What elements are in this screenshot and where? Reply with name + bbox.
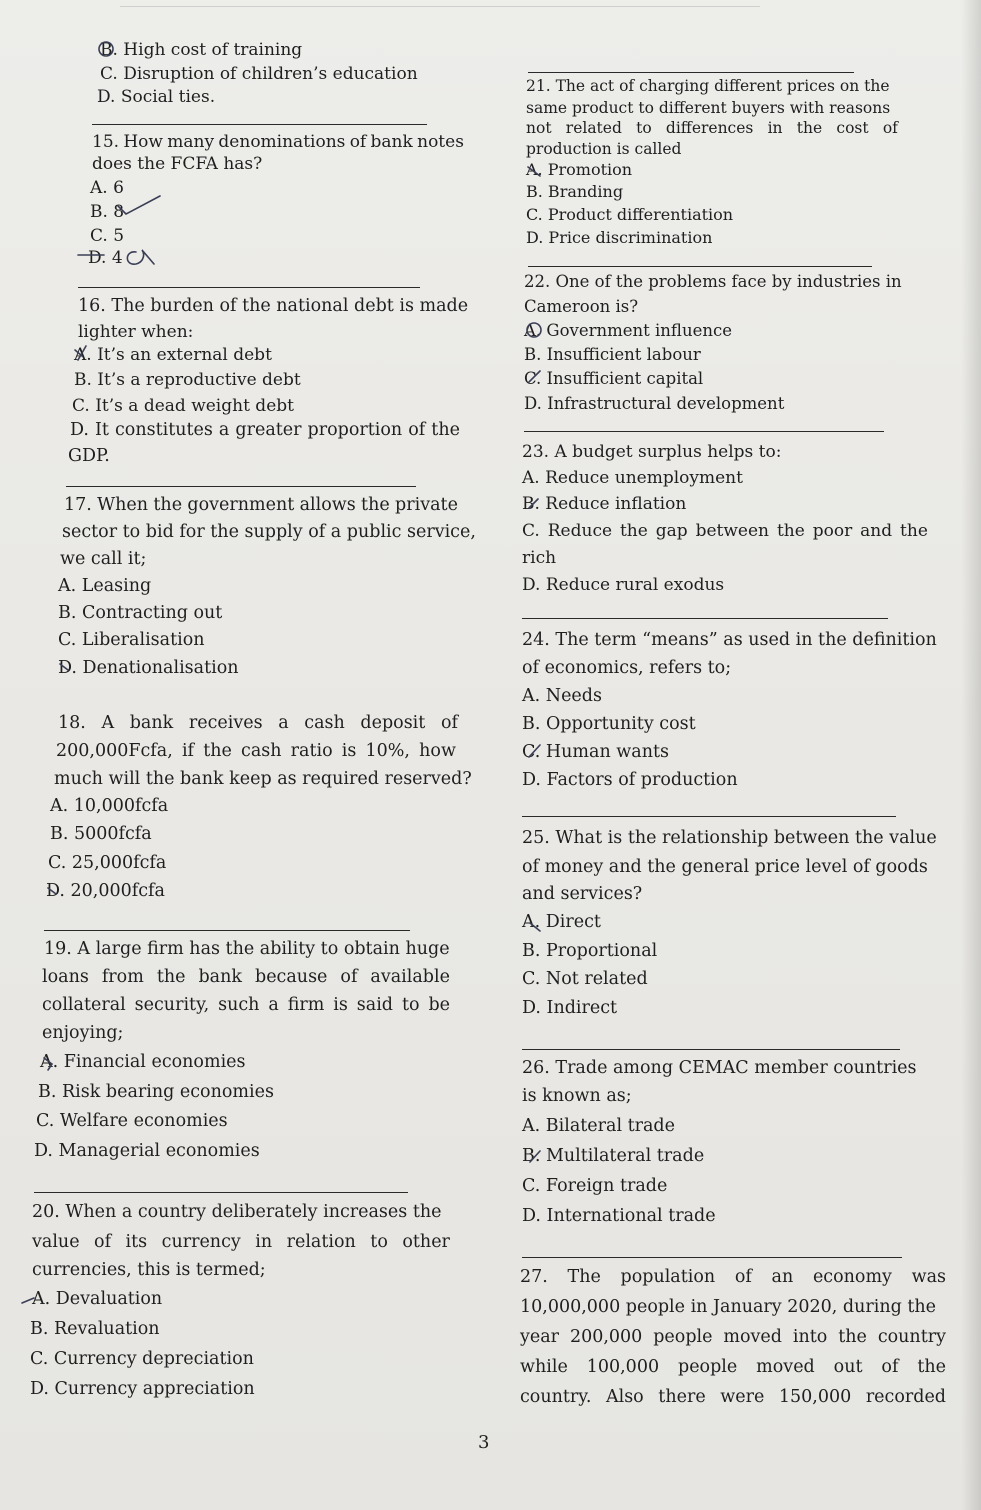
- option-b: B. Risk bearing economies: [38, 1082, 274, 1102]
- word: the: [917, 1357, 946, 1377]
- word: poor: [812, 521, 853, 541]
- option-d: D. Infrastructural development: [524, 394, 785, 413]
- option-b: B. High cost of training: [100, 40, 303, 60]
- question-stem-line3: and services?: [522, 884, 643, 904]
- word: moved: [723, 1327, 782, 1347]
- word: proportion: [307, 420, 403, 440]
- word: people: [678, 1357, 738, 1377]
- word: there: [658, 1387, 706, 1407]
- tick-mark-q15: [118, 196, 160, 214]
- word: How: [123, 132, 163, 152]
- word: The: [567, 1267, 601, 1287]
- word: receives: [188, 713, 263, 733]
- word: in: [767, 119, 783, 137]
- word: in: [255, 1232, 273, 1252]
- question-stem-line3: currencies, this is termed;: [32, 1260, 266, 1280]
- word: the: [153, 495, 183, 515]
- option-b: B. 8: [90, 202, 125, 222]
- word: 10%,: [365, 741, 410, 761]
- word: between: [695, 521, 769, 541]
- word: to: [401, 995, 420, 1015]
- word: other: [402, 1232, 450, 1252]
- question-stem-line3: we call it;: [60, 549, 147, 569]
- word: were: [720, 1387, 765, 1407]
- option-b: B. Proportional: [522, 941, 658, 961]
- word: C.: [522, 521, 540, 541]
- page-number: 3: [478, 1432, 490, 1453]
- check-mark-q16: [75, 346, 86, 360]
- option-c: C. 25,000fcfa: [48, 853, 167, 873]
- check-mark-q18: [48, 888, 56, 894]
- option-b: B. Branding: [526, 182, 624, 201]
- option-d: D. Reduce rural exodus: [522, 575, 725, 595]
- question-stem-line2: of economics, refers to;: [522, 658, 732, 678]
- question-stem: 22. One of the problems face by industries in: [524, 272, 902, 291]
- check-mark-q24: [529, 745, 540, 757]
- option-d: D. Indirect: [522, 998, 618, 1018]
- option-d: D. 4: [88, 248, 123, 268]
- word: Reduce: [547, 521, 613, 541]
- word: value: [32, 1232, 80, 1252]
- word: is: [341, 741, 357, 761]
- word: 17.: [64, 495, 92, 515]
- word: denominations: [218, 132, 346, 152]
- word: into: [792, 1327, 828, 1347]
- word: of: [440, 713, 458, 733]
- option-a: A. Reduce unemployment: [522, 468, 743, 488]
- word: greater: [235, 420, 302, 440]
- word: 15.: [92, 132, 120, 152]
- option-c: C. Product differentiation: [526, 205, 734, 224]
- word: of: [881, 1357, 899, 1377]
- word: is: [333, 995, 348, 1015]
- option-a: A. Promotion: [526, 160, 633, 179]
- check-mark-q17: [60, 664, 68, 670]
- word: differences: [665, 119, 754, 137]
- word: from: [101, 967, 144, 987]
- word: of: [882, 119, 898, 137]
- check-mark-q21: [528, 167, 540, 176]
- word: cash: [304, 713, 345, 733]
- option-a: A. 6: [90, 178, 124, 198]
- word: the: [619, 521, 648, 541]
- word: relation: [286, 1232, 356, 1252]
- option-a: A. Leasing: [58, 576, 152, 596]
- word: said: [356, 995, 394, 1015]
- word: its: [125, 1232, 148, 1252]
- option-a: A. Government influence: [524, 321, 732, 340]
- question-stem-line4: production is called: [526, 140, 682, 158]
- question-stem-line2: sector to bid for the supply of a public service,: [62, 522, 476, 542]
- option-d: D. Currency appreciation: [30, 1379, 255, 1399]
- word: an: [771, 1267, 794, 1287]
- option-c: C. Liberalisation: [58, 630, 205, 650]
- question-stem: 19. A large firm has the ability to obtain huge: [44, 939, 450, 959]
- option-d: D. Factors of production: [522, 770, 738, 790]
- word: security,: [134, 995, 210, 1015]
- option-a: A. Bilateral trade: [522, 1116, 675, 1136]
- word: the: [838, 1327, 867, 1347]
- word: moved: [756, 1357, 815, 1377]
- dash-mark-q20: [22, 1298, 34, 1303]
- option-b: B. Multilateral trade: [522, 1146, 705, 1166]
- word: It: [95, 420, 109, 440]
- word: ratio: [290, 741, 333, 761]
- word: notes: [417, 132, 464, 152]
- word: 200,000: [569, 1327, 643, 1347]
- word: currency: [161, 1232, 241, 1252]
- question-stem: 21. The act of charging different prices on the: [526, 77, 890, 95]
- word: of: [734, 1267, 752, 1287]
- word: A: [101, 713, 115, 733]
- option-d: D. 20,000fcfa: [46, 881, 165, 901]
- option-b: B. Contracting out: [58, 603, 223, 623]
- word: population: [620, 1267, 716, 1287]
- option-d: D. International trade: [522, 1206, 716, 1226]
- word: constitutes: [115, 420, 213, 440]
- word: related: [565, 119, 622, 137]
- option-c: C. Human wants: [522, 742, 669, 762]
- option-a: A. Direct: [522, 912, 601, 932]
- option-c: C. Foreign trade: [522, 1176, 668, 1196]
- word: a: [268, 995, 279, 1015]
- word: how: [419, 741, 456, 761]
- check-mark-q26: [530, 1151, 540, 1162]
- word: of: [408, 420, 426, 440]
- option-a: A. Needs: [522, 686, 602, 706]
- option-b: B. 5000fcfa: [50, 824, 152, 844]
- word: deposit: [360, 713, 426, 733]
- option-b: B. It’s a reproductive debt: [74, 370, 301, 390]
- option-a: A. 10,000fcfa: [50, 796, 169, 816]
- question-stem: 20. When a country deliberately increases the: [32, 1202, 442, 1222]
- question-stem: 23. A budget surplus helps to:: [522, 442, 782, 462]
- word: the: [776, 521, 805, 541]
- word: of: [349, 132, 367, 152]
- option-d: D. Managerial economies: [34, 1141, 260, 1161]
- word: to: [636, 119, 652, 137]
- word: to: [370, 1232, 388, 1252]
- option-b: B. Insufficient labour: [524, 345, 701, 364]
- circle-mark-q22: [527, 323, 541, 337]
- question-stem: 25. What is the relationship between the value: [522, 828, 937, 848]
- check-mark-q23: [529, 499, 538, 508]
- word: the: [900, 521, 928, 541]
- word: recorded: [865, 1387, 946, 1407]
- option-c-line2: rich: [522, 548, 557, 568]
- option-a: A. It’s an external debt: [74, 345, 272, 365]
- word: collateral: [42, 995, 126, 1015]
- question-stem-line2: same product to different buyers with reasons: [526, 99, 891, 117]
- word: gap: [655, 521, 688, 541]
- question-stem: 26. Trade among CEMAC member countries: [522, 1058, 917, 1078]
- word: be: [428, 995, 450, 1015]
- option-d: D. Denationalisation: [58, 658, 239, 678]
- word: economy: [812, 1267, 892, 1287]
- option-b: B. Revaluation: [30, 1319, 160, 1339]
- pen-strokes: [22, 42, 541, 1303]
- question-stem-line4: enjoying;: [42, 1023, 124, 1043]
- check-mark-q22c: [529, 371, 540, 382]
- word: country: [877, 1327, 946, 1347]
- question-stem: 24. The term “means” as used in the definition: [522, 630, 937, 650]
- option-d: D. Social ties.: [97, 87, 216, 107]
- word: firm: [287, 995, 325, 1015]
- word: a: [218, 420, 230, 440]
- word: loans: [42, 967, 89, 987]
- option-c: C. It’s a dead weight debt: [72, 396, 294, 416]
- word: the: [361, 495, 390, 515]
- word: 27.: [520, 1267, 548, 1287]
- option-c: C. Currency depreciation: [30, 1349, 254, 1369]
- word: available: [370, 967, 450, 987]
- option-c: C. Insufficient capital: [524, 369, 704, 388]
- word: not: [526, 119, 552, 137]
- option-d-line2: GDP.: [68, 446, 110, 466]
- question-stem-line2: of money and the general price level of goods: [522, 857, 928, 877]
- option-d: D. Price discrimination: [526, 228, 713, 247]
- question-stem-line3: much will the bank keep as required reserved?: [54, 769, 472, 789]
- word: 100,000: [586, 1357, 660, 1377]
- option-b: B. Reduce inflation: [522, 494, 687, 514]
- word: allows: [299, 495, 356, 515]
- word: was: [911, 1267, 946, 1287]
- word: Also: [605, 1387, 644, 1407]
- word: the: [156, 967, 186, 987]
- word: and: [860, 521, 893, 541]
- question-stem-line2: lighter when:: [78, 322, 194, 342]
- option-b: B. Opportunity cost: [522, 714, 696, 734]
- word: such: [218, 995, 260, 1015]
- word: country.: [520, 1387, 592, 1407]
- word: year: [520, 1327, 560, 1347]
- word: cost: [836, 119, 869, 137]
- word: When: [97, 495, 149, 515]
- option-c: C. 5: [90, 226, 125, 246]
- option-c: C. Disruption of children’s education: [100, 64, 418, 84]
- word: 150,000: [778, 1387, 852, 1407]
- word: out: [833, 1357, 863, 1377]
- word: while: [520, 1357, 568, 1377]
- word: bank: [198, 967, 242, 987]
- word: the: [431, 420, 460, 440]
- word: if: [181, 741, 195, 761]
- check-mark-q19: [44, 1058, 52, 1070]
- question-stem-line2: is known as;: [522, 1086, 632, 1106]
- question-stem-line2: does the FCFA has?: [92, 154, 263, 174]
- word: the: [796, 119, 823, 137]
- word: government: [187, 495, 295, 515]
- word: many: [167, 132, 215, 152]
- word: people: [653, 1327, 713, 1347]
- word: private: [395, 495, 458, 515]
- circle-mark-q14: [99, 42, 113, 56]
- word: bank: [129, 713, 174, 733]
- word: bank: [370, 132, 413, 152]
- word: of: [340, 967, 358, 987]
- option-a: A. Financial economies: [40, 1052, 246, 1072]
- word: D.: [70, 420, 89, 440]
- check-mark-q25: [530, 923, 540, 931]
- option-c: C. Welfare economies: [36, 1111, 228, 1131]
- word: 200,000Fcfa,: [56, 741, 173, 761]
- alpha-mark-q15: [127, 250, 154, 264]
- question-stem: 16. The burden of the national debt is made: [78, 296, 469, 316]
- option-a: A. Devaluation: [32, 1289, 163, 1309]
- word: a: [278, 713, 289, 733]
- word: because: [255, 967, 328, 987]
- word: the: [203, 741, 232, 761]
- question-stem-line2: 10,000,000 people in January 2020, during the: [520, 1297, 937, 1317]
- word: 18.: [58, 713, 86, 733]
- question-stem-line2: Cameroon is?: [524, 297, 639, 316]
- option-c: C. Not related: [522, 969, 648, 989]
- word: of: [94, 1232, 112, 1252]
- word: cash: [241, 741, 282, 761]
